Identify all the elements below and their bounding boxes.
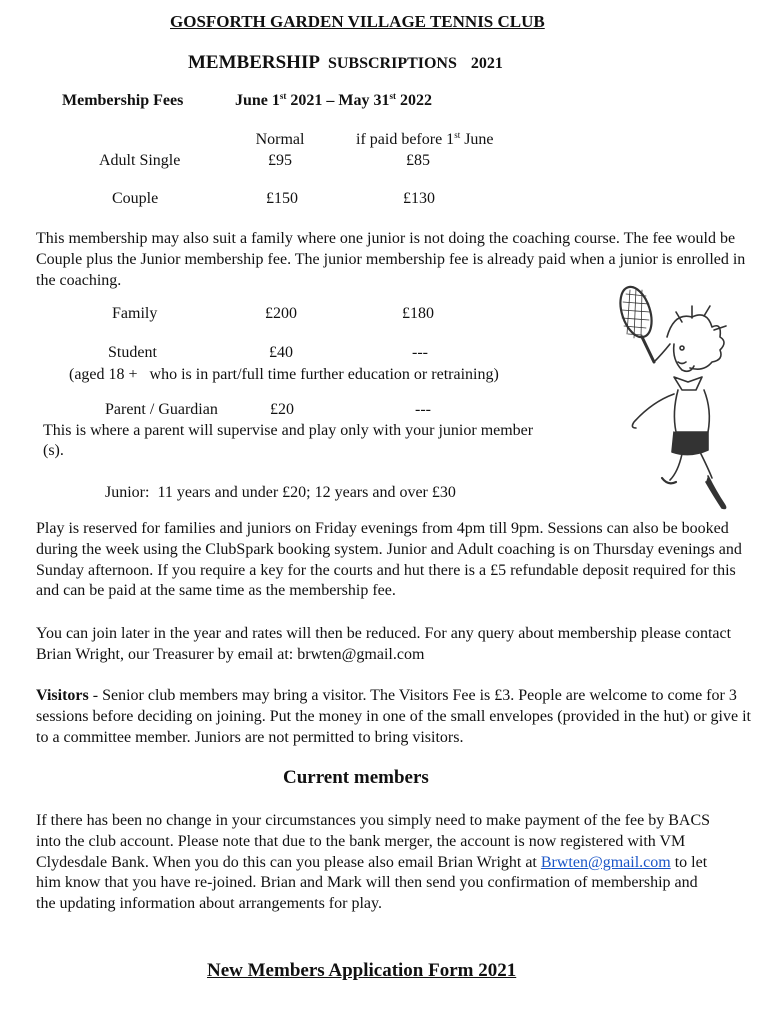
fee-normal-family: £200 xyxy=(265,305,297,322)
visitors-paragraph xyxy=(36,686,752,748)
family-note-paragraph: This membership may also suit a family where one junior is not doing the coaching course. The fee would be Couple plus the Junior membership fee. The junior membership fee is already paid when a junior is enrolled in the coaching. xyxy=(36,230,746,289)
fee-normal-adult-single: £95 xyxy=(268,152,292,169)
email-link[interactable]: Brwten@gmail.com xyxy=(540,853,671,871)
parent-note-line2: (s). xyxy=(43,442,64,459)
fee-normal-couple: £150 xyxy=(266,190,298,207)
junior-fees: Junior: 11 years and under £20; 12 years and over £30 xyxy=(105,484,456,501)
fee-early-student: --- xyxy=(412,344,428,361)
column-normal-header: Normal xyxy=(255,131,305,148)
fee-label-couple: Couple xyxy=(112,190,159,207)
column-early-header: if paid before 1st June xyxy=(356,130,494,148)
fee-label-family: Family xyxy=(112,305,158,322)
join-paragraph: You can join later in the year and rates will then be reduced. For any query about membership please contact Brian Wright, our Treasurer by email at: brwten@gmail.com xyxy=(36,625,732,663)
visitors-text: - Senior club members may bring a visitor. The Visitors Fee is £3. People are welcome to come for 3 sessions before deciding on joining. Put the money in one of the small envelopes (provided in the hut) or give it to a committee member. Juniors are not permitted to bring visitors. xyxy=(36,687,751,746)
current-members-heading: Current members xyxy=(283,767,429,788)
subscriptions-title xyxy=(188,52,503,74)
fee-label-student: Student xyxy=(108,344,157,361)
fees-label: Membership Fees xyxy=(62,92,184,109)
fee-label-adult-single: Adult Single xyxy=(99,152,181,169)
fee-normal-parent: £20 xyxy=(270,401,294,418)
fee-normal-student: £40 xyxy=(269,344,293,361)
membership-word: MEMBERSHIP xyxy=(188,52,320,73)
club-title: GOSFORTH GARDEN VILLAGE TENNIS CLUB xyxy=(170,12,545,31)
fee-early-family: £180 xyxy=(402,305,434,322)
parent-note-line1: This is where a parent will supervise and play only with your junior member xyxy=(43,422,534,439)
subscriptions-word: SUBSCRIPTIONS xyxy=(327,55,457,72)
tennis-player-illustration-icon xyxy=(612,282,732,512)
fee-early-couple: £130 xyxy=(403,190,435,207)
fee-label-parent: Parent / Guardian xyxy=(105,401,218,418)
subscriptions-year: 2021 xyxy=(470,55,503,72)
fees-period: June 1st 2021 – May 31st 2022 xyxy=(235,91,433,109)
fee-early-adult-single: £85 xyxy=(406,152,430,169)
visitors-label: Visitors xyxy=(36,687,89,704)
student-note: (aged 18 + who is in part/full time further education or retraining) xyxy=(69,366,499,383)
fee-early-parent: --- xyxy=(415,401,431,418)
new-members-heading: New Members Application Form 2021 xyxy=(207,960,517,981)
current-members-paragraph: If there has been no change in your circumstances you simply need to make payment of the fee by BACS into the club account. Please note that due to the bank merger, the account is now registered with VM Clydesdale Bank. When you do this can you please also email Brian Wright at Brwten@gmail.com to let him know that you have re-joined. Brian and Mark will then send you confirmation of membership and the updating information about arrangements for play. xyxy=(36,812,711,913)
play-paragraph: Play is reserved for families and juniors on Friday evenings from 4pm till 9pm. Sessions can also be booked during the week using the ClubSpark booking system. Junior and Adult coaching is on Thursday evenings and Sunday afternoon. If you require a key for the courts and hut there is a £5 refundable deposit required for this and can be paid at the same time as the membership fee. xyxy=(36,520,742,600)
